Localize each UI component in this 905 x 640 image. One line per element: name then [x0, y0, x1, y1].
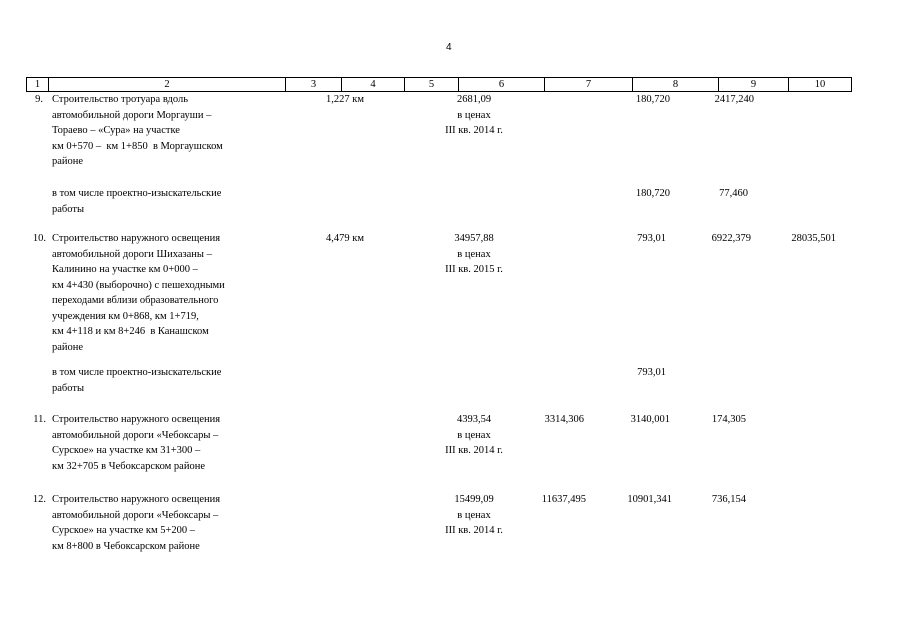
header-col-4: 4	[341, 78, 404, 91]
row-9-col8: 180,720	[635, 94, 670, 105]
row-10-cost: 34957,88 в ценах III кв. 2015 г.	[445, 233, 503, 275]
table-header	[26, 77, 852, 92]
row-11-name: Строительство наружного освещения автомобильной дороги «Чебоксары – Сурское» на участке км 31+300 – км 32+705 в Чебоксарском районе	[52, 414, 221, 472]
header-col-6: 6	[458, 78, 544, 91]
row-10-name: Строительство наружного освещения автомобильной дороги Шихазаны – Калинино на участке км 0+000 – км 4+430 (выборочно) с пешеходными переходами вблизи образовательного учреждения км 0+868, км 1+719, км 4+118 и км 8+246 в Канашском районе	[52, 233, 225, 353]
row-11-cost: 4393,54 в ценах III кв. 2014 г.	[445, 414, 503, 456]
row-9-sub-col8: 180,720	[635, 188, 670, 199]
row-11-number: 11.	[33, 414, 46, 425]
row-12-col9: 736,154	[711, 494, 746, 505]
row-10-sub-name: в том числе проектно-изыскательские работы	[52, 367, 222, 394]
row-12-name: Строительство наружного освещения автомобильной дороги «Чебоксары – Сурское» на участке км 5+200 – км 8+800 в Чебоксарском районе	[52, 494, 221, 552]
row-10-col8: 793,01	[637, 233, 666, 244]
row-9-cost: 2681,09 в ценах III кв. 2014 г.	[445, 94, 503, 136]
row-9-name: Строительство тротуара вдоль автомобильной дороги Моргауши – Тораево – «Сура» на участке км 0+570 – км 1+850 в Моргаушском районе	[52, 94, 223, 167]
row-9-length: 1,227 км	[326, 94, 364, 105]
row-10-col9: 6922,379	[711, 233, 751, 244]
row-9-sub-name: в том числе проектно-изыскательские работы	[52, 188, 222, 215]
header-col-9: 9	[718, 78, 788, 91]
header-col-5: 5	[404, 78, 458, 91]
row-9-col9: 2417,240	[714, 94, 754, 105]
row-12-number: 12.	[32, 494, 46, 505]
row-11-col9: 174,305	[711, 414, 746, 425]
row-9-sub-col9: 77,460	[719, 188, 748, 199]
row-10-length: 4,479 км	[326, 233, 364, 244]
header-col-2: 2	[48, 78, 285, 91]
row-11-col8: 3140,001	[630, 414, 670, 425]
row-10-col10: 28035,501	[791, 233, 836, 244]
header-col-8: 8	[632, 78, 718, 91]
header-col-7: 7	[544, 78, 632, 91]
row-9-number: 9.	[35, 94, 43, 105]
row-10-number: 10.	[32, 233, 46, 244]
header-col-3: 3	[285, 78, 341, 91]
row-12-cost: 15499,09 в ценах III кв. 2014 г.	[445, 494, 503, 536]
row-11-col7: 3314,306	[544, 414, 584, 425]
row-10-sub-col8: 793,01	[637, 367, 666, 378]
page-number: 4	[446, 42, 452, 53]
header-col-1: 1	[26, 78, 48, 91]
header-col-10: 10	[788, 78, 852, 91]
row-12-col8: 10901,341	[627, 494, 672, 505]
row-12-col7: 11637,495	[541, 494, 586, 505]
